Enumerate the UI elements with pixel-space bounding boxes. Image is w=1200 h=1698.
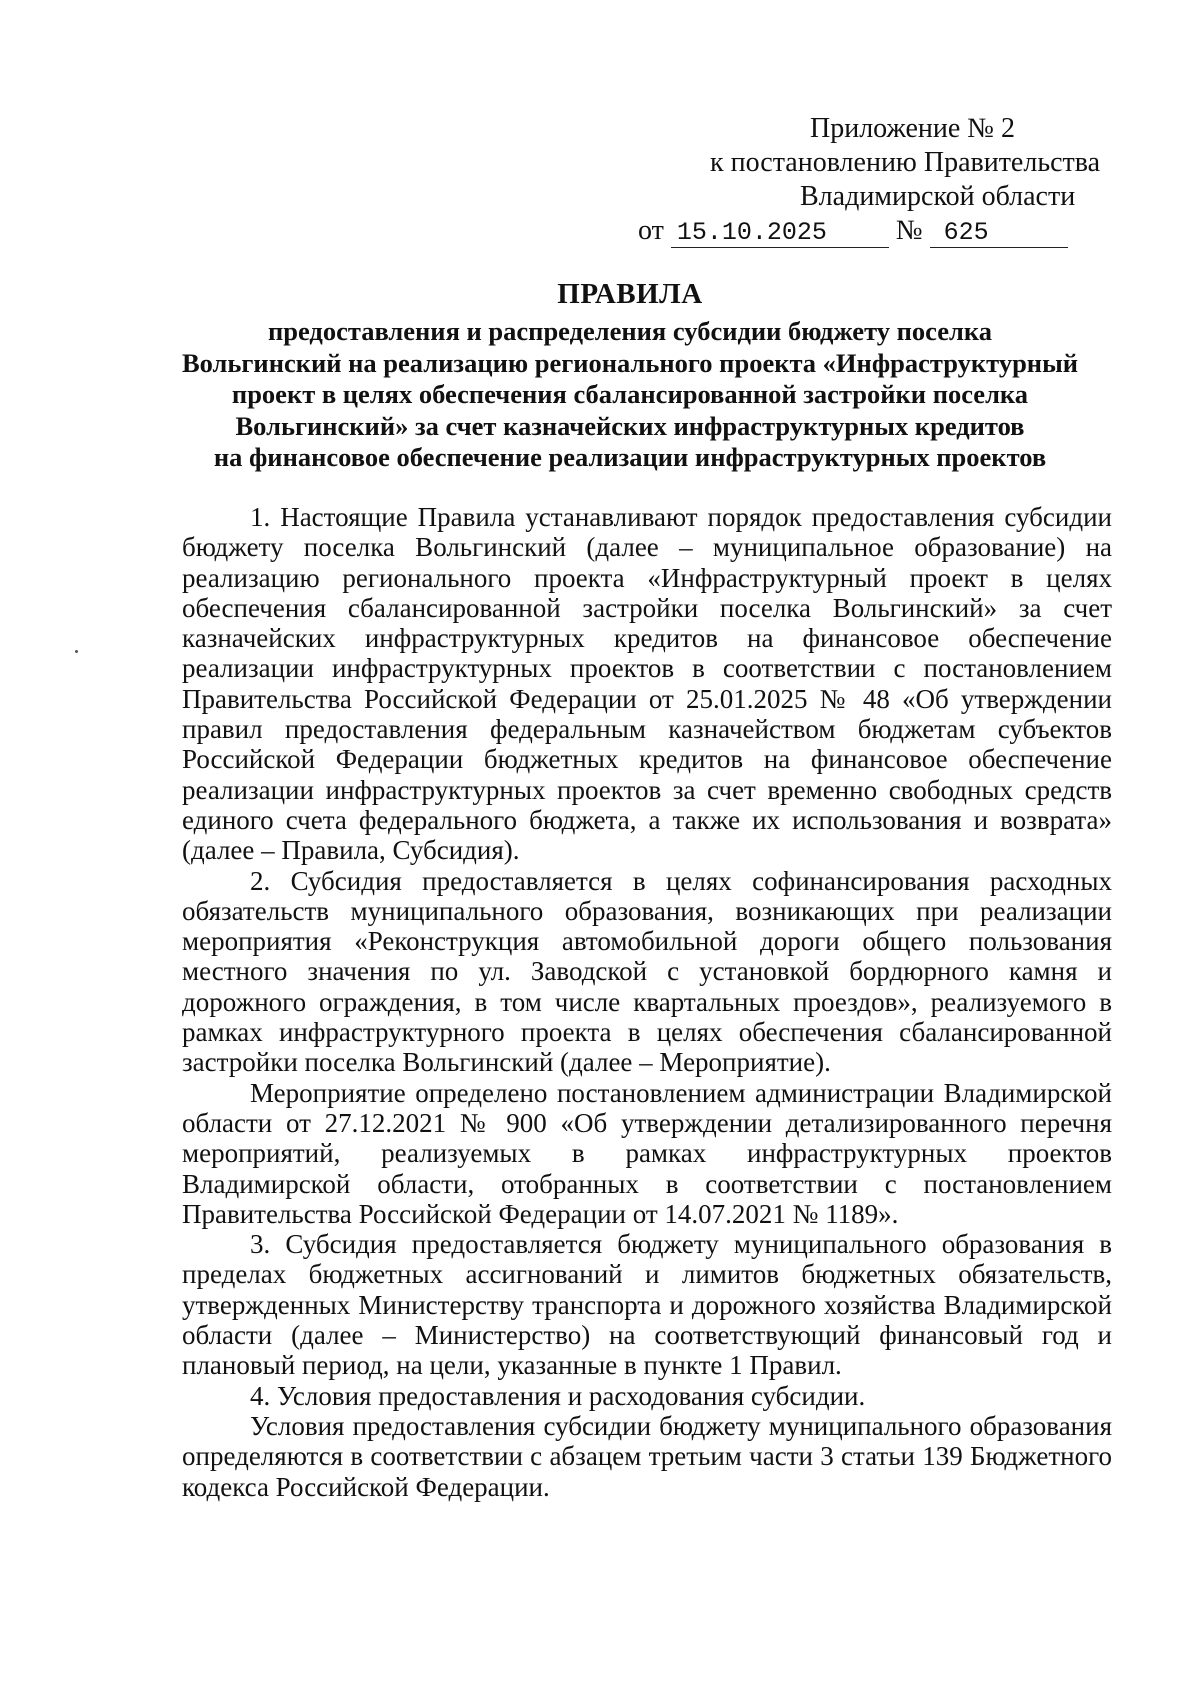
number-prefix: № xyxy=(895,215,923,246)
appendix-header xyxy=(638,112,1130,248)
subtitle-line: на финансовое обеспечение реализации инфраструктурных проектов xyxy=(213,442,1047,472)
paragraph-2: 2. Субсидия предоставляется в целях софинансирования расходных обязательств муниципального образования, возникающих при реализации мероприятия «Реконструкция автомобильной дороги общего пользования местного значения по ул. Заводской с установкой бордюрного камня и дорожного ограждения, в том числе квартальных проездов», реализуемого в рамках инфраструктурного проекта в целях обеспечения сбалансированной застройки поселка Вольгинский (далее – Мероприятие). xyxy=(182,865,1112,1078)
appendix-number: Приложение № 2 xyxy=(810,113,1015,144)
paragraph-4: 4. Условия предоставления и расходования субсидии. xyxy=(250,1380,866,1411)
document-subtitle xyxy=(160,316,1100,474)
paragraph-1: 1. Настоящие Правила устанавливают порядок предоставления субсидии бюджету поселка Вольгинский (далее – муниципальное образование) на реализацию регионального проекта «Инфраструктурный проект в целях обеспечения сбалансированной застройки поселка Вольгинский» за счет казначейских инфраструктурных кредитов на финансовое обеспечение реализации инфраструктурных проектов в соответствии с постановлением Правительства Российской Федерации от 25.01.2025 № 48 «Об утверждении правил предоставления федеральным казначейством бюджетам субъектов Российской Федерации бюджетных кредитов на финансовое обеспечение реализации инфраструктурных проектов за счет временно свободных средств единого счета федерального бюджета, а также их использования и возврата» (далее – Правила, Субсидия). xyxy=(182,502,1112,866)
scan-speck xyxy=(75,650,78,653)
paragraph-2-continued: Мероприятие определено постановлением администрации Владимирской области от 27.12.2021 № 900 «Об утверждении детализированного перечня мероприятий, реализуемых в рамках инфраструктурных проектов Владимирской области, отобранных в соответствии с постановлением Правительства Российской Федерации от 14.07.2021 № 1189». xyxy=(182,1077,1112,1229)
subtitle-line: Вольгинский» за счет казначейских инфраструктурных кредитов xyxy=(235,410,1025,441)
decree-number: 625 xyxy=(930,219,1068,248)
subtitle-line: проект в целях обеспечения сбалансированной застройки поселка xyxy=(231,379,1029,409)
document-body xyxy=(182,502,1112,1502)
decree-date: 15.10.2025 xyxy=(671,219,889,248)
subtitle-line: Вольгинский на реализацию регионального проекта «Инфраструктурный xyxy=(181,347,1079,378)
document-title: ПРАВИЛА xyxy=(557,278,703,310)
paragraph-3: 3. Субсидия предоставляется бюджету муниципального образования в пределах бюджетных ассигнований и лимитов бюджетных обязательств, утвержденных Министерству транспорта и дорожного хозяйства Владимирской области (далее – Министерство) на соответствующий финансовый год и плановый период, на цели, указанные в пункте 1 Правил. xyxy=(182,1229,1112,1381)
paragraph-4-continued: Условия предоставления субсидии бюджету муниципального образования определяются в соответствии с абзацем третьим части 3 статьи 139 Бюджетного кодекса Российской Федерации. xyxy=(182,1410,1112,1502)
subtitle-line: предоставления и распределения субсидии бюджету поселка xyxy=(268,316,992,346)
appendix-date-line xyxy=(638,214,1130,248)
appendix-reference: к постановлению Правительства xyxy=(710,147,1101,178)
date-prefix: от xyxy=(638,215,664,246)
appendix-region: Владимирской области xyxy=(800,181,1076,212)
